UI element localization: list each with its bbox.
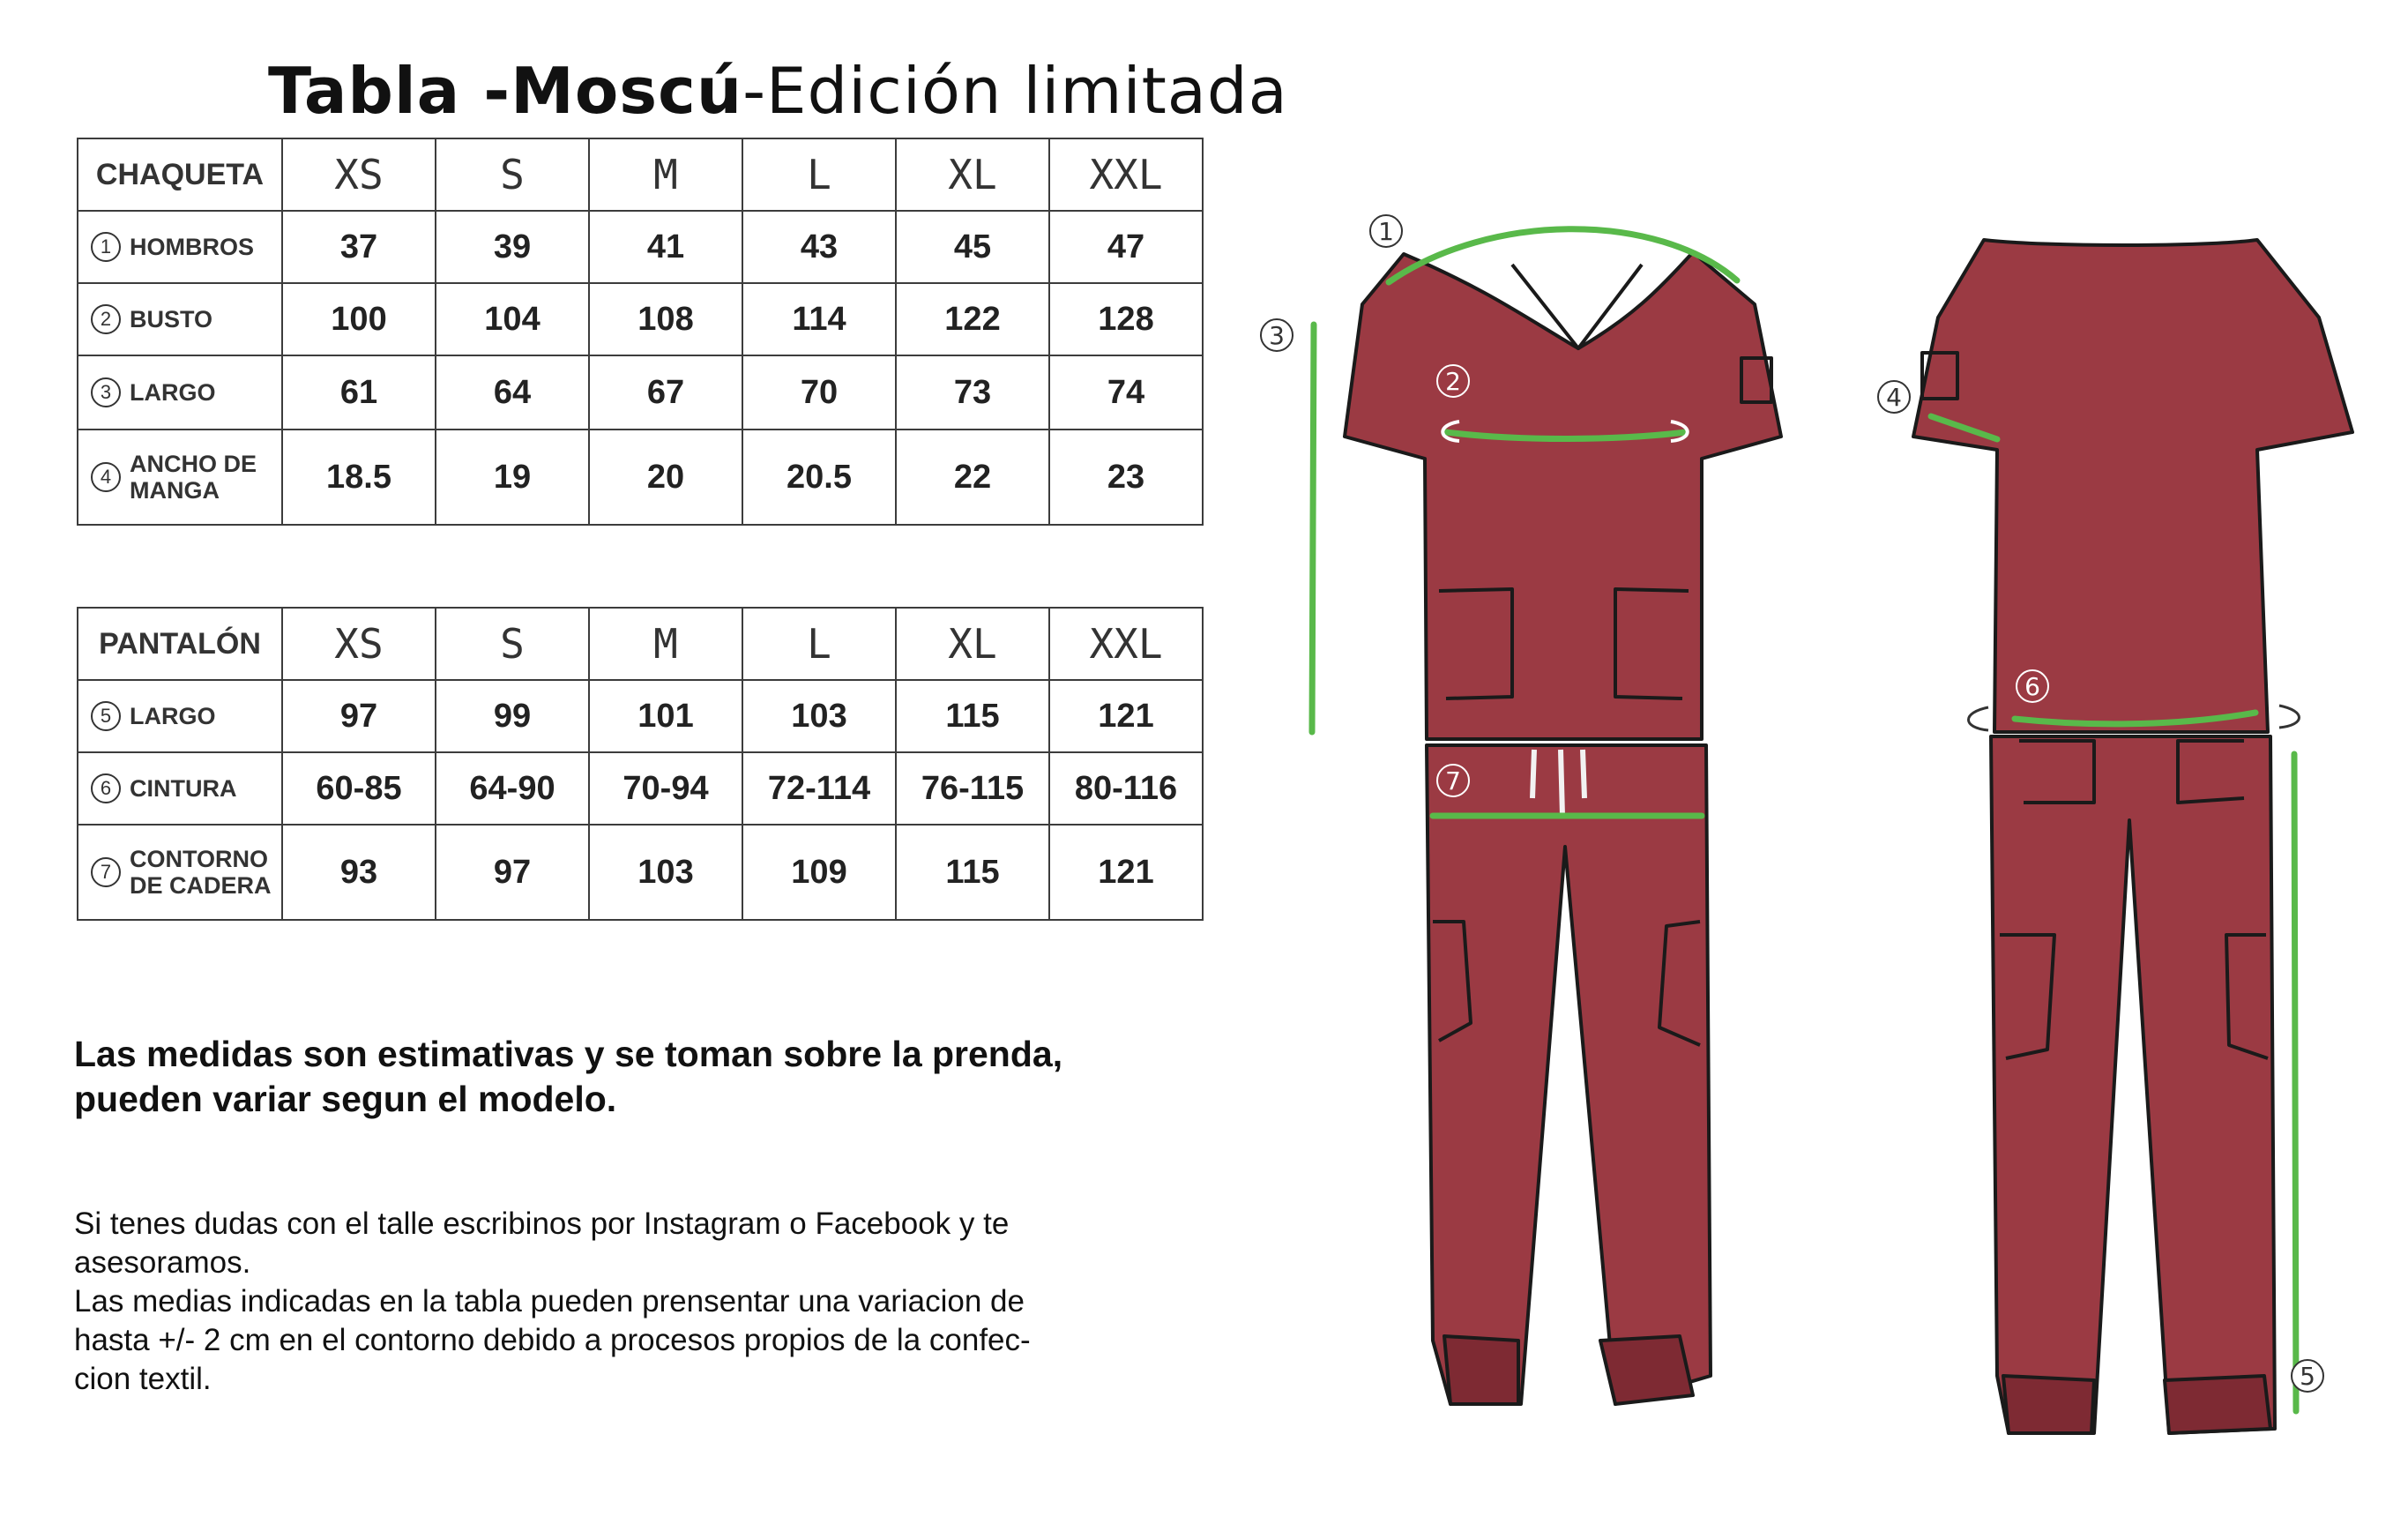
row-label-line: MANGA [130, 477, 220, 504]
front-top [1345, 252, 1781, 739]
row-label-line: ANCHO DE [130, 451, 257, 477]
marker-number: 6 [91, 773, 121, 803]
row-label-text: LARGO [130, 703, 216, 729]
length-measure-line [1312, 325, 1314, 732]
table-cell: 99 [436, 680, 589, 752]
table-cell: 70 [742, 355, 896, 430]
row-label-text: HOMBROS [130, 234, 254, 260]
note-line: Las medias indicadas en la tabla pueden prensentar una variacion de [74, 1284, 1025, 1319]
size-header: XS [282, 608, 436, 680]
marker-3 [1261, 319, 1293, 351]
table-cell: 39 [436, 211, 589, 283]
table-cell: 60-85 [282, 752, 436, 825]
row-label-text: LARGO [130, 379, 216, 406]
table-cell: 43 [742, 211, 896, 283]
marker-number: 1 [91, 232, 121, 262]
size-header: S [436, 138, 589, 211]
back-pants [1991, 736, 2275, 1433]
table-cell: 100 [282, 283, 436, 355]
size-header: XXL [1049, 138, 1203, 211]
front-cuff-right [1600, 1336, 1693, 1404]
title-light: -Edición limitada [742, 54, 1288, 128]
pant-length-measure-line [2294, 754, 2296, 1411]
size-header: S [436, 608, 589, 680]
table-cell: 121 [1049, 825, 1203, 920]
note-line: hasta +/- 2 cm en el contorno debido a procesos propios de la confec- [74, 1323, 1031, 1357]
title-bold: Tabla -Moscú [268, 54, 743, 128]
table-cell: 103 [589, 825, 742, 920]
waist-arrow-right-icon [2279, 706, 2300, 728]
marker-number: 2 [91, 304, 121, 334]
disclaimer-line: Las medidas son estimativas y se toman sobre la prenda, [74, 1034, 1063, 1074]
table-cell: 18.5 [282, 430, 436, 525]
marker-number: 3 [91, 377, 121, 407]
marker-5 [2292, 1360, 2323, 1392]
table-cell: 97 [282, 680, 436, 752]
table-cell: 70-94 [589, 752, 742, 825]
table-cell: 108 [589, 283, 742, 355]
size-header: XXL [1049, 608, 1203, 680]
table-cell: 93 [282, 825, 436, 920]
pants-category: PANTALÓN [78, 608, 282, 680]
table-cell: 61 [282, 355, 436, 430]
size-header: M [589, 138, 742, 211]
marker-7-label: 7 [1445, 766, 1461, 796]
note-line: cion textil. [74, 1362, 212, 1396]
disclaimer-line: pueden variar segun el modelo. [74, 1079, 617, 1119]
size-header: L [742, 608, 896, 680]
row-label-text: CINTURA [130, 775, 237, 802]
table-cell: 121 [1049, 680, 1203, 752]
marker-2-label: 2 [1445, 367, 1461, 396]
marker-number: 4 [91, 462, 121, 492]
marker-4-label: 4 [1886, 383, 1902, 412]
table-cell: 72-114 [742, 752, 896, 825]
table-cell: 20.5 [742, 430, 896, 525]
table-cell: 97 [436, 825, 589, 920]
size-header: XL [896, 138, 1049, 211]
table-cell: 103 [742, 680, 896, 752]
marker-6-label: 6 [2024, 672, 2040, 701]
row-label-line: DE CADERA [130, 872, 272, 899]
size-header: XS [282, 138, 436, 211]
note-line: Si tenes dudas con el talle escribinos por Instagram o Facebook y te [74, 1207, 1010, 1241]
table-cell: 76-115 [896, 752, 1049, 825]
table-cell: 128 [1049, 283, 1203, 355]
marker-1-label: 1 [1378, 217, 1394, 246]
row-label-text: BUSTO [130, 306, 213, 332]
back-cuff-left [2003, 1376, 2094, 1433]
back-top [1913, 240, 2352, 732]
marker-1 [1370, 215, 1402, 247]
marker-5-label: 5 [2300, 1362, 2315, 1391]
marker-4 [1878, 381, 1910, 413]
marker-3-label: 3 [1269, 321, 1285, 350]
table-cell: 22 [896, 430, 1049, 525]
back-cuff-right [2165, 1376, 2270, 1433]
table-cell: 20 [589, 430, 742, 525]
table-cell: 64 [436, 355, 589, 430]
table-cell: 41 [589, 211, 742, 283]
size-header: M [589, 608, 742, 680]
table-cell: 67 [589, 355, 742, 430]
table-cell: 74 [1049, 355, 1203, 430]
size-header: XL [896, 608, 1049, 680]
front-pants [1427, 745, 1711, 1404]
table-cell: 64-90 [436, 752, 589, 825]
marker-number: 7 [91, 857, 121, 887]
size-header: L [742, 138, 896, 211]
table-cell: 47 [1049, 211, 1203, 283]
table-cell: 115 [896, 825, 1049, 920]
table-cell: 104 [436, 283, 589, 355]
table-cell: 80-116 [1049, 752, 1203, 825]
table-cell: 23 [1049, 430, 1203, 525]
jacket-category: CHAQUETA [78, 138, 282, 211]
table-cell: 109 [742, 825, 896, 920]
row-label-line: CONTORNO [130, 846, 269, 872]
note-line: asesoramos. [74, 1245, 251, 1280]
table-cell: 73 [896, 355, 1049, 430]
table-cell: 45 [896, 211, 1049, 283]
table-cell: 114 [742, 283, 896, 355]
front-cuff-left [1444, 1336, 1518, 1404]
marker-number: 5 [91, 701, 121, 731]
waist-arrow-left-icon [1969, 707, 1989, 730]
table-cell: 122 [896, 283, 1049, 355]
table-cell: 37 [282, 211, 436, 283]
table-cell: 101 [589, 680, 742, 752]
table-cell: 115 [896, 680, 1049, 752]
table-cell: 19 [436, 430, 589, 525]
